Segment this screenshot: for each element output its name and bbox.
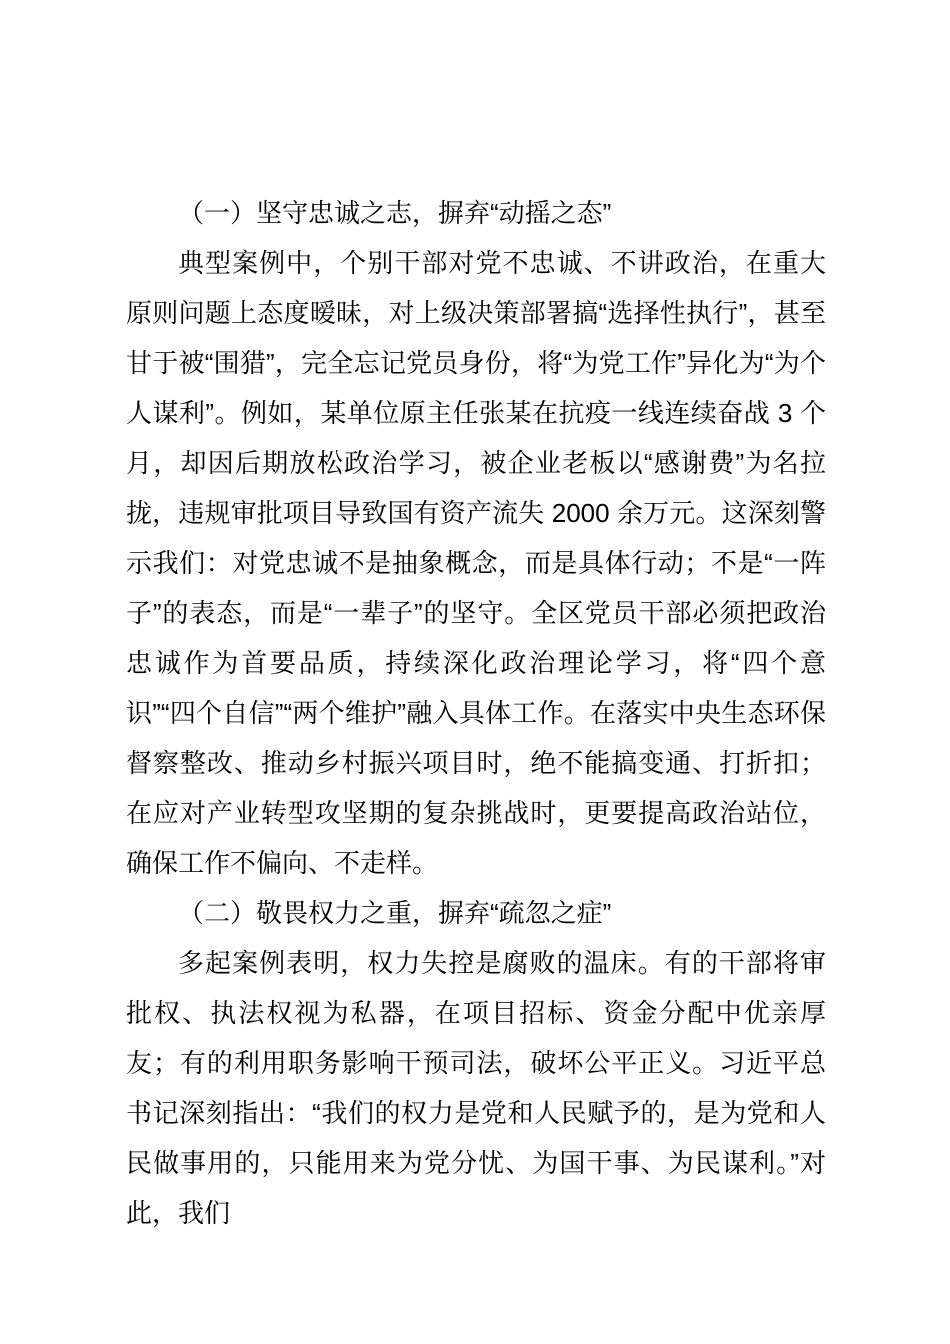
section-loyalty-heading: （一）坚守忠诚之志，摒弃“动摇之态”: [178, 198, 612, 228]
section-power: [126, 888, 826, 1238]
section-loyalty-paragraph: 典型案例中，个别干部对党不忠诚、不讲政治，在重大原则问题上态度暧昧，对上级决策部署搞“选择性执行”，甚至甘于被“围猎”，完全忘记党员身份，将“为党工作”异化为“为个人谋利”。例如，某单位原主任张某在抗疫一线连续奋战 3 个月，却因后期放松政治学习，被企业老板以“感谢费”为名拉拢，违规审批项目导致国有资产流失 2000 余万元。这深刻警示我们：对党忠诚不是抽象概念，而是具体行动；不是“一阵子”的表态，而是“一辈子”的坚守。全区党员干部必须把政治忠诚作为首要品质，持续深化政治理论学习，将“四个意识”“四个自信”“两个维护”融入具体工作。在落实中央生态环保督察整改、推动乡村振兴项目时，绝不能搞变通、打折扣；在应对产业转型攻坚期的复杂挑战时，更要提高政治站位，确保工作不偏向、不走样。: [126, 248, 826, 878]
section-power-heading: （二）敬畏权力之重，摒弃“疏忽之症”: [178, 898, 612, 928]
section-power-paragraph: 多起案例表明，权力失控是腐败的温床。有的干部将审批权、执法权视为私器，在项目招标、资金分配中优亲厚友；有的利用职务影响干预司法，破坏公平正义。习近平总书记深刻指出：“我们的权力是党和人民赋予的，是为党和人民做事用的，只能用来为党分忧、为国干事、为民谋利。”对此，我们: [126, 948, 826, 1228]
section-loyalty: [126, 188, 826, 888]
